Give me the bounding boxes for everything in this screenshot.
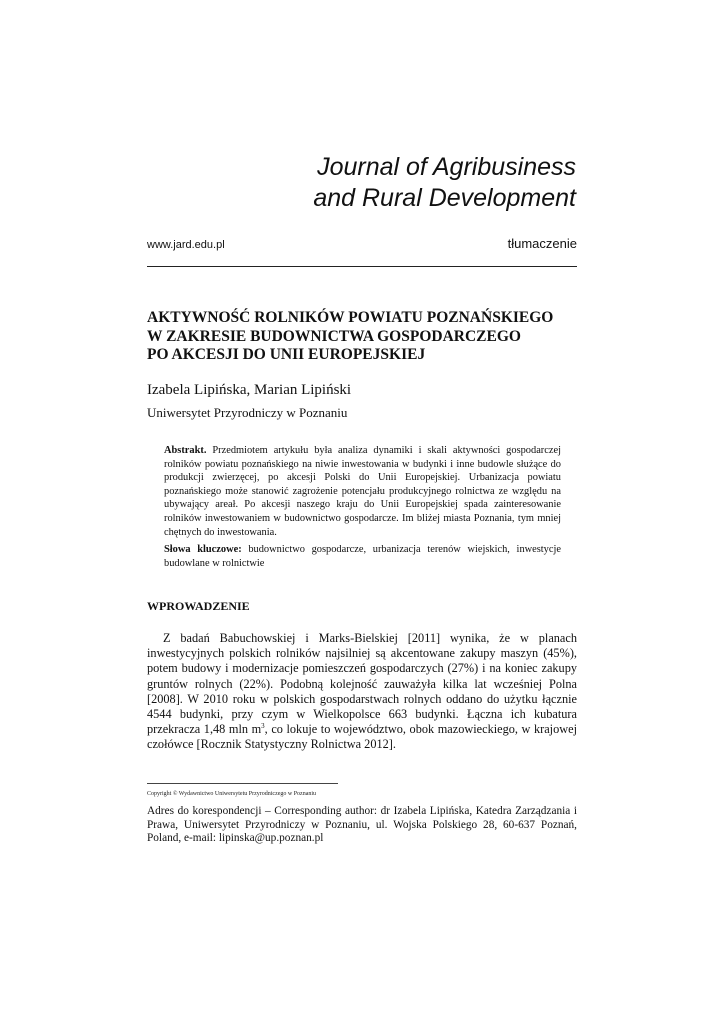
abstract [164, 444, 561, 539]
header-row [147, 236, 577, 254]
authors: Izabela Lipińska, Marian Lipiński [147, 382, 352, 398]
abstract-label: Abstrakt. [164, 445, 207, 456]
header-divider [147, 266, 577, 267]
affiliation: Uniwersytet Przyrodniczy w Poznaniu [147, 405, 348, 420]
article-title-line-2: W ZAKRESIE BUDOWNICTWA GOSPODARCZEGO [147, 327, 521, 345]
footnote-divider [147, 783, 338, 784]
keywords-text: budownictwo gospodarcze, urbanizacja terenów wiejskich, inwestycje budowlane w rolnictwie [164, 544, 561, 569]
article-title-line-1: AKTYWNOŚĆ ROLNIKÓW POWIATU POZNAŃSKIEGO [147, 309, 554, 326]
introduction-paragraph [147, 631, 577, 753]
keywords [164, 543, 561, 570]
copyright-note: Copyright © Wydawnictwo Uniwersytetu Przyrodniczego w Poznaniu [147, 791, 317, 797]
article-title [147, 309, 587, 365]
journal-title-line-2: and Rural Development [313, 184, 576, 212]
superscript: 3 [261, 722, 265, 731]
journal-title-line-1: Journal of Agribusiness [317, 153, 576, 181]
website-link[interactable]: www.jard.edu.pl [147, 239, 225, 251]
translation-label: tłumaczenie [507, 236, 577, 251]
keywords-label: Słowa kluczowe: [164, 544, 242, 555]
section-heading: WPROWADZENIE [147, 599, 250, 613]
intro-text-part-2: , co lokuje to województwo, obok mazowieckiego, w krajowej czołówce [Rocznik Statystyczny Rolnictwa 2012]. [147, 722, 578, 752]
abstract-text: Przedmiotem artykułu była analiza dynamiki i skali aktywności gospodarczej rolników powiatu poznańskiego na niwie inwestowania w budynki i inne budowle służące do produkcji zwierzęcej, po akcesji Polski do Unii Europejskiej. Urbanizacja powiatu poznańskiego może stanowić zagrożenie potencjału produkcyjnego rolnictwa ze względu na ubywający areał. Po akcesji naszego kraju do Unii Europejskiej spada zainteresowanie rolników inwestowaniem w budownictwo gospodarcze. Im bliżej miasta Poznania, tym mniej chętnych do inwestowania. [164, 445, 561, 538]
article-title-line-3: PO AKCESJI DO UNII EUROPEJSKIEJ [147, 346, 426, 363]
correspondence-address: Adres do korespondencji – Corresponding author: dr Izabela Lipińska, Katedra Zarządzania i Prawa, Uniwersytet Przyrodniczy w Poznaniu, ul. Wojska Polskiego 28, 60-637 Poznań, Poland, e-mail: lipinska@up.poznan.pl [147, 805, 577, 845]
intro-text-part-1: Z badań Babuchowskiej i Marks-Bielskiej [2011] wynika, że w planach inwestycyjnych polskich rolników najsilniej są akcentowane zakupy maszyn (45%), potem budowy i modernizacje pomieszczeń gospodarczych (27%) i na koniec zakupy gruntów rolnych (22%). Podobną kolejność zauważyła kilka lat wcześniej Polna [2008]. W 2010 roku w polskich gospodarstwach rolnych oddano do użytku łącznie 4544 budynki, przy czym w Wielkopolsce 663 budynki. Łączna ich kubatura przekracza 1,48 mln m [147, 631, 577, 737]
